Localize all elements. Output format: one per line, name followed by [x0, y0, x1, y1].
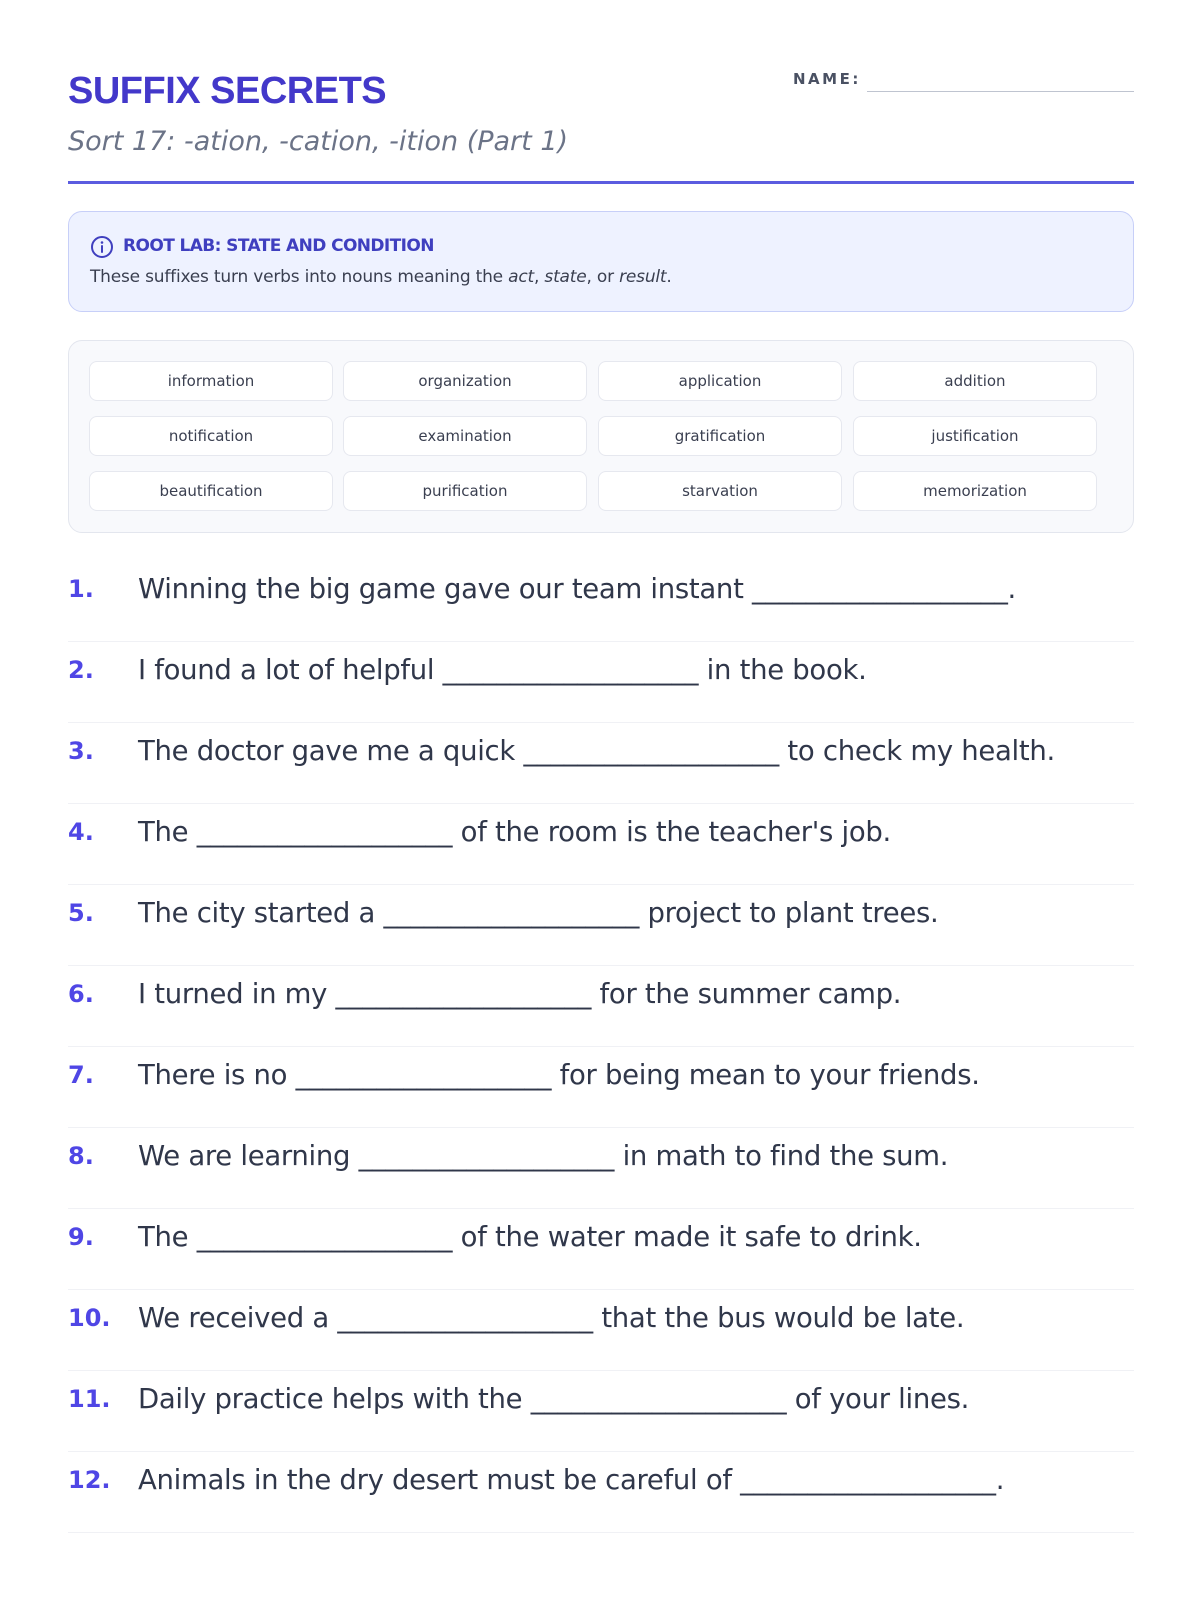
question-number: 1.: [68, 575, 94, 603]
worksheet-header: [68, 0, 1134, 184]
word-chip: addition: [853, 361, 1097, 401]
info-body: [90, 267, 672, 287]
question-number: 4.: [68, 818, 94, 846]
question-row: [68, 643, 1134, 723]
word-chip: notification: [89, 416, 333, 456]
info-word-state: state: [544, 267, 587, 287]
question-text[interactable]: Animals in the dry desert must be careful of ___________________.: [138, 1464, 1005, 1496]
question-row: [68, 1453, 1134, 1533]
info-word-act: act: [508, 267, 534, 287]
question-text[interactable]: We are learning ___________________ in math to find the sum.: [138, 1140, 949, 1172]
worksheet-title: SUFFIX SECRETS: [68, 70, 387, 112]
question-text[interactable]: The city started a ___________________ project to plant trees.: [138, 897, 939, 929]
question-row: [68, 1372, 1134, 1452]
question-text[interactable]: I turned in my ___________________ for the summer camp.: [138, 978, 902, 1010]
word-chip: application: [598, 361, 842, 401]
question-text[interactable]: The ___________________ of the room is the teacher's job.: [138, 816, 891, 848]
word-chip: gratification: [598, 416, 842, 456]
question-number: 8.: [68, 1142, 94, 1170]
word-bank: [68, 340, 1134, 533]
question-row: [68, 1048, 1134, 1128]
question-number: 11.: [68, 1385, 111, 1413]
question-row: [68, 805, 1134, 885]
word-chip: beautification: [89, 471, 333, 511]
worksheet-page: [68, 0, 1134, 1600]
question-number: 5.: [68, 899, 94, 927]
question-text[interactable]: Winning the big game gave our team instant ___________________.: [138, 573, 1016, 605]
question-number: 12.: [68, 1466, 111, 1494]
question-row: [68, 1291, 1134, 1371]
question-number: 3.: [68, 737, 94, 765]
info-sep-1: ,: [534, 267, 545, 287]
info-callout: [68, 211, 1134, 312]
info-body-suffix: .: [666, 267, 672, 287]
question-row: [68, 886, 1134, 966]
question-row: [68, 967, 1134, 1047]
question-row: [68, 1129, 1134, 1209]
word-chip: justification: [853, 416, 1097, 456]
question-row: [68, 562, 1134, 642]
word-chip: examination: [343, 416, 587, 456]
word-chip: starvation: [598, 471, 842, 511]
name-field-line[interactable]: [867, 91, 1134, 92]
question-row: [68, 1210, 1134, 1290]
word-chip: purification: [343, 471, 587, 511]
worksheet-subtitle: Sort 17: -ation, -cation, -ition (Part 1): [68, 126, 569, 157]
question-number: 6.: [68, 980, 94, 1008]
question-number: 10.: [68, 1304, 111, 1332]
question-row: [68, 724, 1134, 804]
question-text[interactable]: We received a ___________________ that the bus would be late.: [138, 1302, 965, 1334]
question-number: 9.: [68, 1223, 94, 1251]
word-chip: information: [89, 361, 333, 401]
question-text[interactable]: The doctor gave me a quick ___________________ to check my health.: [138, 735, 1055, 767]
word-chip: organization: [343, 361, 587, 401]
info-circle-icon: [90, 235, 114, 259]
info-title: ROOT LAB: STATE AND CONDITION: [123, 236, 434, 256]
question-number: 2.: [68, 656, 94, 684]
word-chip: memorization: [853, 471, 1097, 511]
info-sep-2: , or: [586, 267, 620, 287]
question-number: 7.: [68, 1061, 94, 1089]
name-label: NAME:: [793, 70, 861, 88]
question-text[interactable]: The ___________________ of the water made it safe to drink.: [138, 1221, 922, 1253]
question-text[interactable]: Daily practice helps with the ___________________ of your lines.: [138, 1383, 970, 1415]
info-word-result: result: [619, 267, 667, 287]
question-text[interactable]: There is no ___________________ for being mean to your friends.: [138, 1059, 980, 1091]
info-body-prefix: These suffixes turn verbs into nouns meaning the: [90, 267, 509, 287]
question-text[interactable]: I found a lot of helpful ___________________ in the book.: [138, 654, 867, 686]
